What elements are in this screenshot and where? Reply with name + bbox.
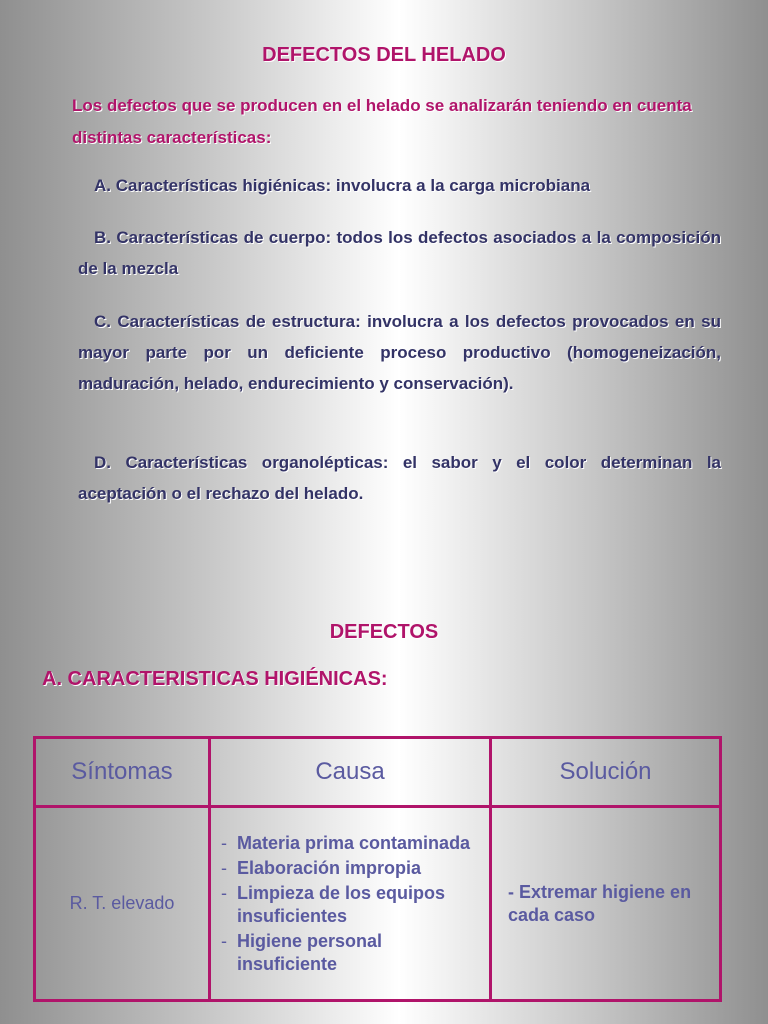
- paragraph-d: [78, 447, 721, 509]
- solution-cell: - Extremar higiene en cada caso: [491, 807, 721, 1001]
- defects-table: [33, 736, 722, 1002]
- page-title: DEFECTOS DEL HELADO: [262, 44, 506, 66]
- dash-bullet-icon: -: [221, 882, 227, 903]
- section-title: A. CARACTERISTICAS HIGIÉNICAS:: [42, 668, 388, 690]
- paragraph-a: [78, 170, 721, 201]
- paragraph-c: [78, 306, 721, 399]
- cause-list: [221, 832, 485, 976]
- symptom-cell: R. T. elevado: [35, 807, 210, 1001]
- header-cause: Causa: [210, 738, 491, 807]
- cause-item: - Elaboración impropia: [221, 857, 422, 878]
- cause-item: - Higiene personal insuficiente: [221, 930, 383, 974]
- paragraph-b: [78, 222, 721, 284]
- cause-item: - Materia prima contaminada: [221, 832, 471, 853]
- paragraph-b-text: B. Características de cuerpo: todos los defectos asociados a la composición de la mezcla: [78, 228, 721, 278]
- paragraph-c-text: C. Características de estructura: involucra a los defectos provocados en su mayor parte por un deficiente proceso productivo (homogeneización, maduración, helado, endurecimiento y conservación).: [78, 312, 721, 393]
- header-solution: Solución: [491, 738, 721, 807]
- intro-text: Los defectos que se producen en el helado se analizarán teniendo en cuenta distintas características:: [72, 96, 692, 147]
- paragraph-a-text: A. Características higiénicas: involucra a la carga microbiana: [94, 176, 591, 195]
- dash-bullet-icon: -: [221, 930, 227, 951]
- header-symptoms: Síntomas: [35, 738, 210, 807]
- paragraph-d-text: D. Características organolépticas: el sabor y el color determinan la aceptación o el rechazo del helado.: [78, 453, 721, 503]
- dash-bullet-icon: -: [221, 857, 227, 878]
- defects-subtitle: DEFECTOS: [329, 621, 439, 643]
- table-row: [35, 807, 721, 1001]
- cause-item: - Limpieza de los equipos insuficientes: [221, 882, 446, 926]
- dash-bullet-icon: -: [221, 832, 227, 853]
- cause-cell: [210, 807, 491, 1001]
- table-header-row: [35, 738, 721, 807]
